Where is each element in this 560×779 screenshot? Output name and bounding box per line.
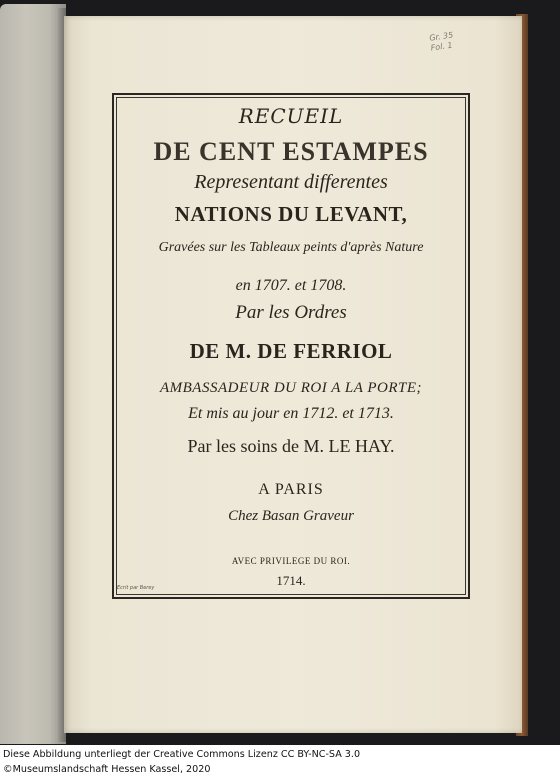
imprint-publisher: Chez Basan Graveur [228, 508, 354, 524]
imprint-city: A PARIS [258, 481, 324, 498]
catalog-note-line: Gr. 35 [428, 30, 454, 43]
title-representant: Representant differentes [194, 171, 388, 193]
title-mis-au-jour: Et mis au jour en 1712. et 1713. [188, 405, 394, 422]
engraver-signature: Ecrit par Berey [117, 585, 155, 591]
copyright-text: ©Museumslandschaft Hessen Kassel, 2020 [3, 764, 211, 775]
title-dates-painted: en 1707. et 1708. [235, 277, 347, 294]
title-nations: NATIONS DU LEVANT, [174, 202, 408, 226]
title-par-les-ordres: Par les Ordres [235, 302, 347, 323]
title-ferriol: DE M. DE FERRIOL [189, 339, 393, 363]
title-gravees: Gravées sur les Tableaux peints d'après Nature [158, 240, 424, 255]
imprint-privilege: AVEC PRIVILEGE DU ROI. [231, 556, 351, 566]
title-le-hay: Par les soins de M. LE HAY. [187, 436, 395, 456]
title-ambassadeur: AMBASSADEUR DU ROI A LA PORTE; [159, 380, 423, 396]
imprint-year: 1714. [276, 573, 306, 588]
catalog-note-line: Fol. 1 [430, 40, 454, 53]
title-cent-estampes: DE CENT ESTAMPES [153, 137, 429, 166]
image-footer [0, 745, 560, 779]
title-recueil: RECUEIL [238, 104, 344, 128]
license-text: Diese Abbildung unterliegt der Creative Commons Lizenz CC BY-NC-SA 3.0 [3, 749, 361, 760]
catalog-note [429, 30, 456, 53]
book-cover-left [0, 4, 66, 744]
